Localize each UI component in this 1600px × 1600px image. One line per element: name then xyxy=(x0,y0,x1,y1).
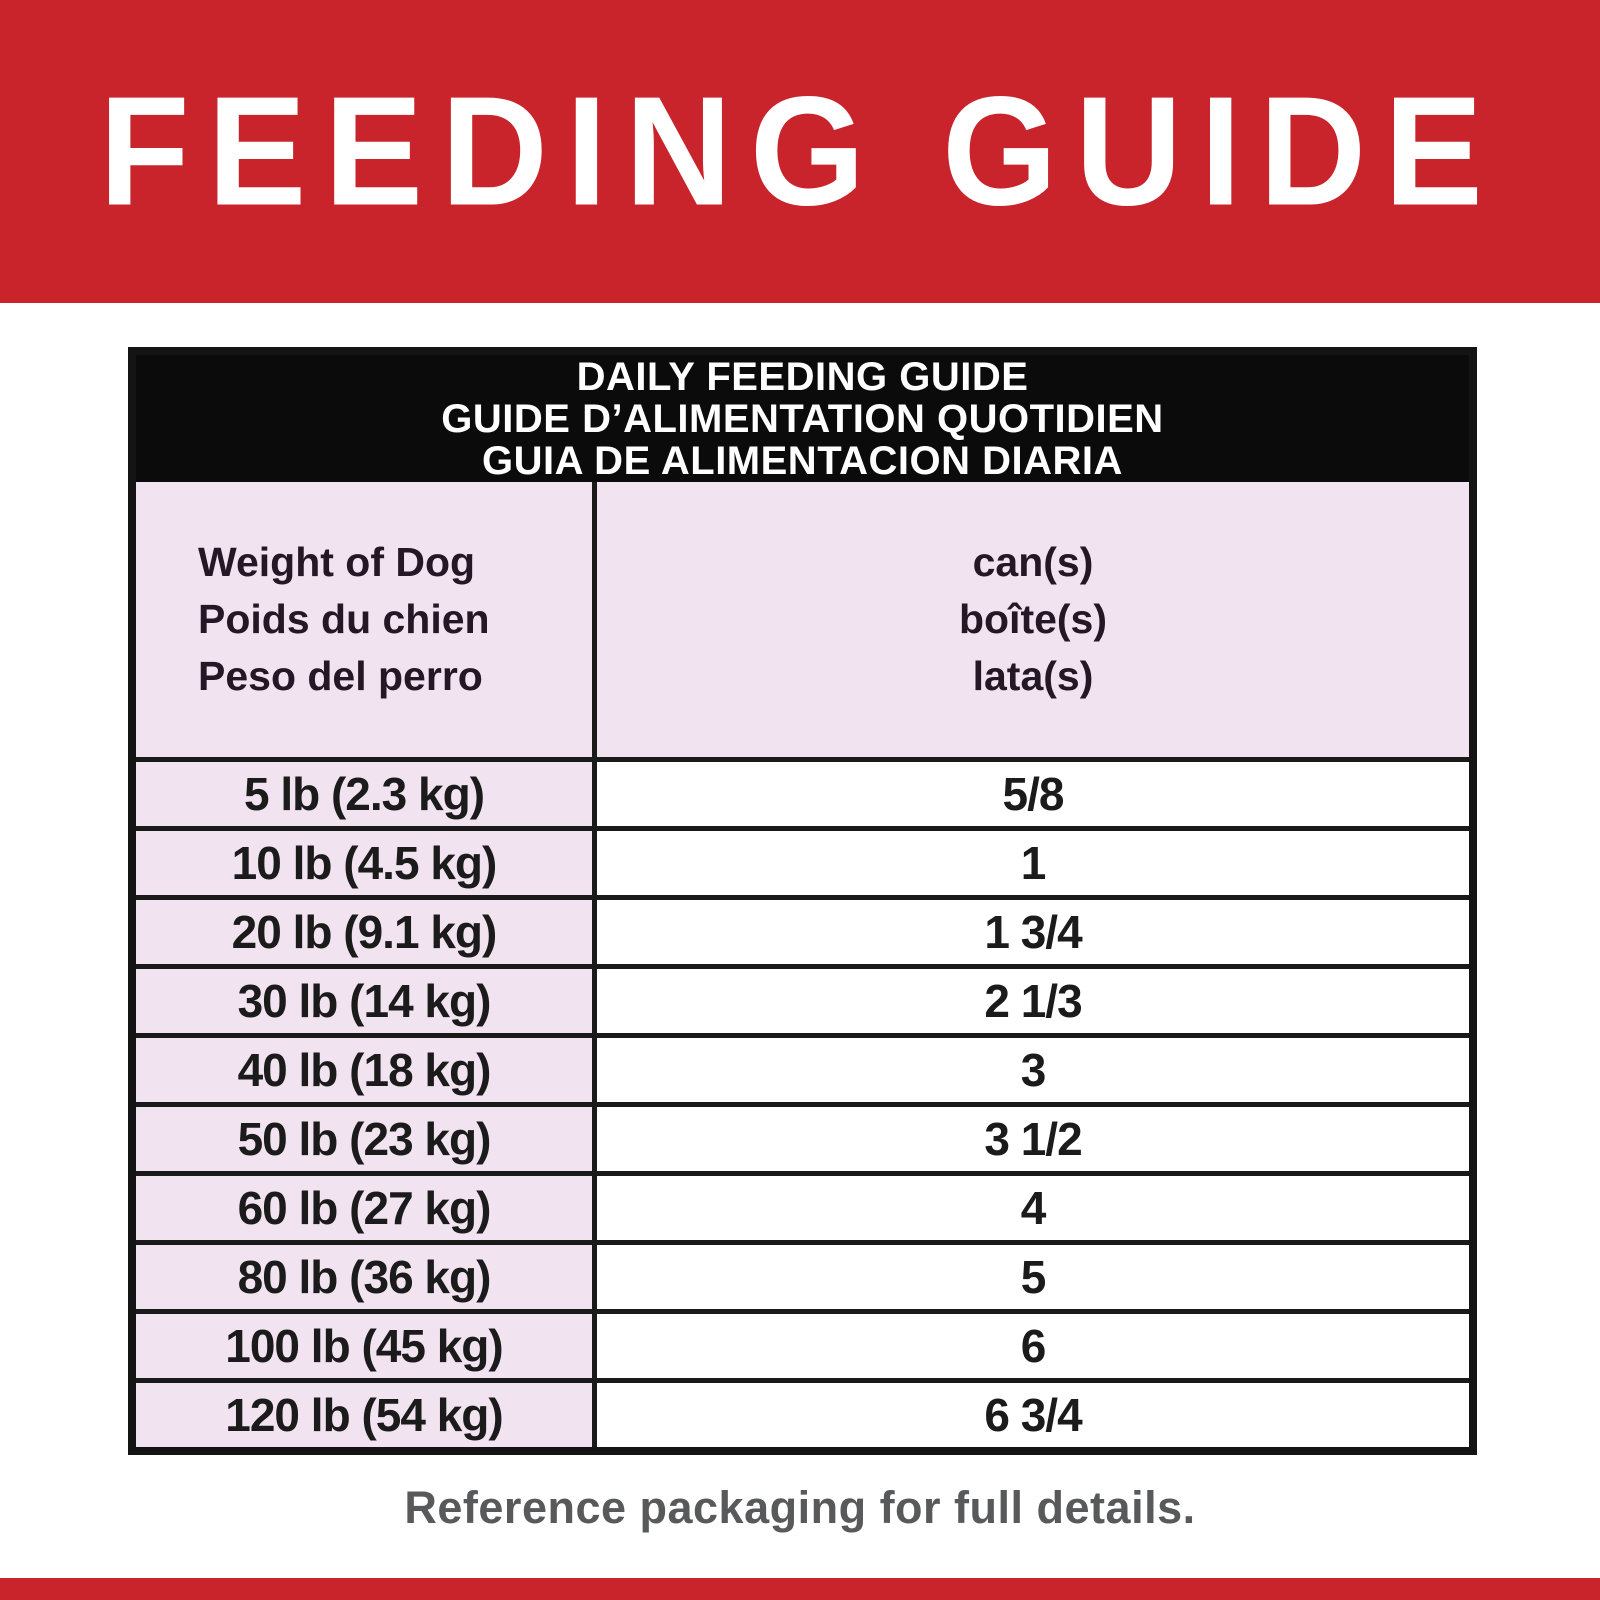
table-title-fr: GUIDE D’ALIMENTATION QUOTIDIEN xyxy=(441,396,1164,441)
weight-cell: 40 lb (18 kg) xyxy=(136,1038,597,1102)
cans-cell: 6 3/4 xyxy=(597,1383,1469,1447)
weight-header-en: Weight of Dog xyxy=(198,539,476,585)
cans-cell: 6 xyxy=(597,1314,1469,1378)
table-row xyxy=(136,1033,1469,1102)
column-header-weight xyxy=(136,482,597,757)
table-row xyxy=(136,1378,1469,1447)
table-row xyxy=(136,1171,1469,1240)
weight-cell: 10 lb (4.5 kg) xyxy=(136,831,597,895)
cans-header-fr: boîte(s) xyxy=(958,596,1108,642)
table-row xyxy=(136,1309,1469,1378)
table-title-en: DAILY FEEDING GUIDE xyxy=(576,354,1029,399)
cans-cell: 5/8 xyxy=(597,762,1469,826)
cans-cell: 2 1/3 xyxy=(597,969,1469,1033)
footer-note: Reference packaging for full details. xyxy=(404,1482,1196,1533)
cans-cell: 5 xyxy=(597,1245,1469,1309)
table-row xyxy=(136,826,1469,895)
weight-header-es: Peso del perro xyxy=(198,653,483,699)
table-row xyxy=(136,1240,1469,1309)
table-title-block xyxy=(136,355,1469,482)
weight-cell: 50 lb (23 kg) xyxy=(136,1107,597,1171)
cans-cell: 4 xyxy=(597,1176,1469,1240)
table-row xyxy=(136,757,1469,826)
column-header-cans xyxy=(597,482,1469,757)
bottom-red-strip xyxy=(0,1578,1600,1600)
cans-cell: 1 xyxy=(597,831,1469,895)
table-row xyxy=(136,895,1469,964)
weight-cell: 80 lb (36 kg) xyxy=(136,1245,597,1309)
weight-cell: 5 lb (2.3 kg) xyxy=(136,762,597,826)
table-row xyxy=(136,1102,1469,1171)
table-title-es: GUIA DE ALIMENTACION DIARIA xyxy=(482,438,1123,483)
cans-cell: 3 xyxy=(597,1038,1469,1102)
cans-header-es: lata(s) xyxy=(972,653,1094,699)
cans-cell: 3 1/2 xyxy=(597,1107,1469,1171)
daily-feeding-table xyxy=(128,347,1477,1455)
weight-cell: 120 lb (54 kg) xyxy=(136,1383,597,1447)
column-header-row xyxy=(136,482,1469,757)
feeding-guide-banner xyxy=(0,0,1600,303)
weight-cell: 20 lb (9.1 kg) xyxy=(136,900,597,964)
weight-header-fr: Poids du chien xyxy=(198,596,490,642)
cans-cell: 1 3/4 xyxy=(597,900,1469,964)
cans-header-en: can(s) xyxy=(972,539,1094,585)
page-title: FEEDING GUIDE xyxy=(99,64,1501,238)
weight-cell: 30 lb (14 kg) xyxy=(136,969,597,1033)
table-row xyxy=(136,964,1469,1033)
weight-cell: 100 lb (45 kg) xyxy=(136,1314,597,1378)
weight-cell: 60 lb (27 kg) xyxy=(136,1176,597,1240)
